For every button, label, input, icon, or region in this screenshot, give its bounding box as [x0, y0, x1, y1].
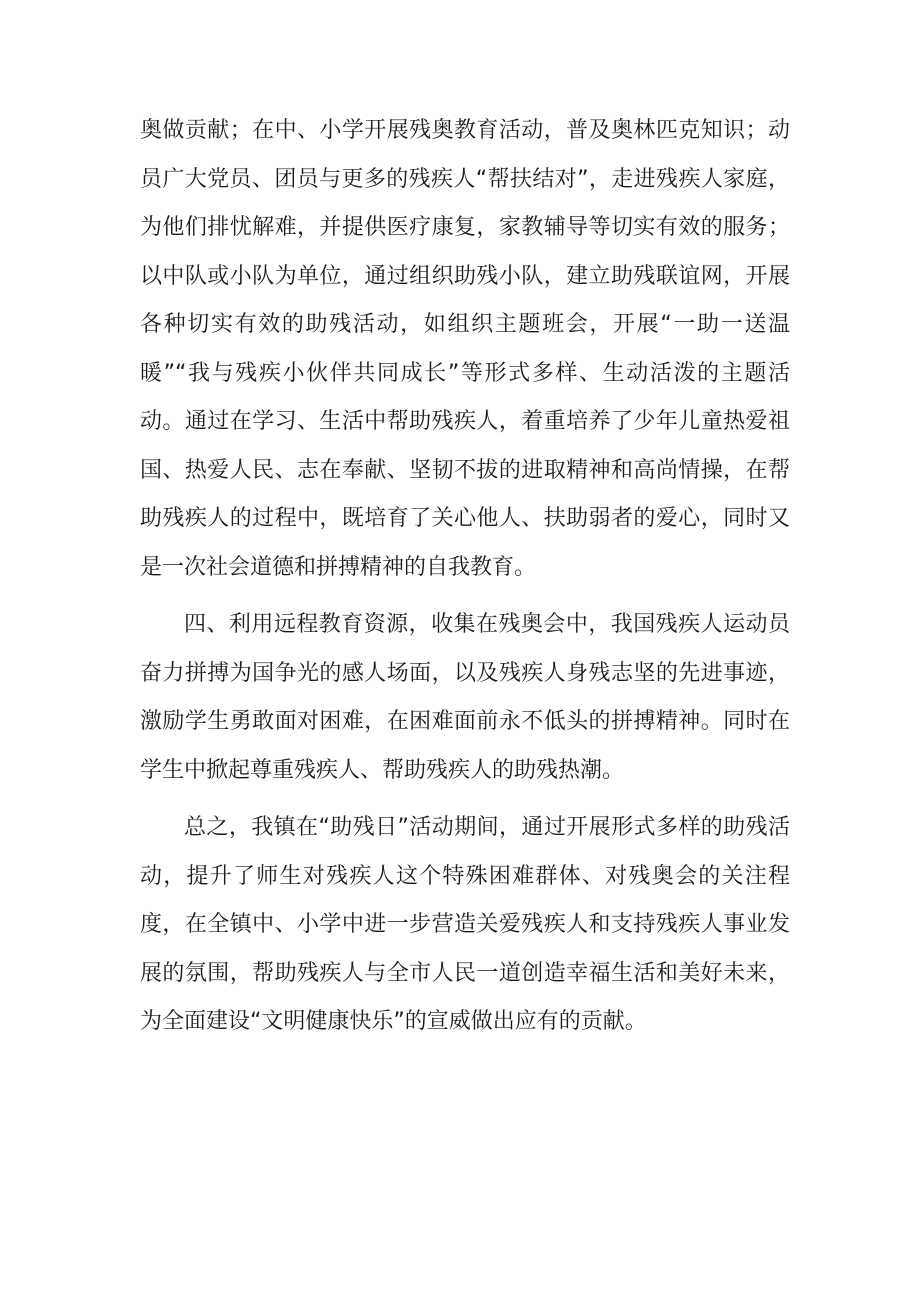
paragraph-section-four: 四、利用远程教育资源，收集在残奥会中，我国残疾人运动员奋力拼搏为国争光的感人场面，以及残疾人身残志坚的先进事迹，激励学生勇敢面对困难，在困难面前永不低头的拼搏精神。同时在学生中掀起尊重残疾人、帮助残疾人的助残热潮。 [140, 612, 790, 783]
paragraph-continuation: 奥做贡献；在中、小学开展残奥教育活动，普及奥林匹克知识；动员广大党员、团员与更多的残疾人“帮扶结对”，走进残疾人家庭，为他们排忧解难，并提供医疗康复，家教辅导等切实有效的服务；以中队或小队为单位，通过组织助残小队，建立助残联谊网，开展各种切实有效的助残活动，如组织主题班会，开展“一助一送温暖”“我与残疾小伙伴共同成长”等形式多样、生动活泼的主题活动。通过在学习、生活中帮助残疾人，着重培养了少年儿童热爱祖国、热爱人民、志在奉献、坚韧不拔的进取精神和高尚情操，在帮助残疾人的过程中，既培育了关心他人、扶助弱者的爱心，同时又是一次社会道德和拼搏精神的自我教育。 [140, 118, 790, 580]
body-text [140, 107, 790, 1047]
paragraph-conclusion: 总之，我镇在“助残日”活动期间，通过开展形式多样的助残活动，提升了师生对残疾人这个特殊困难群体、对残奥会的关注程度，在全镇中、小学中进一步营造关爱残疾人和支持残疾人事业发展的氛围，帮助残疾人与全市人民一道创造幸福生活和美好未来，为全面建设“文明健康快乐”的宣威做出应有的贡献。 [140, 815, 790, 1034]
